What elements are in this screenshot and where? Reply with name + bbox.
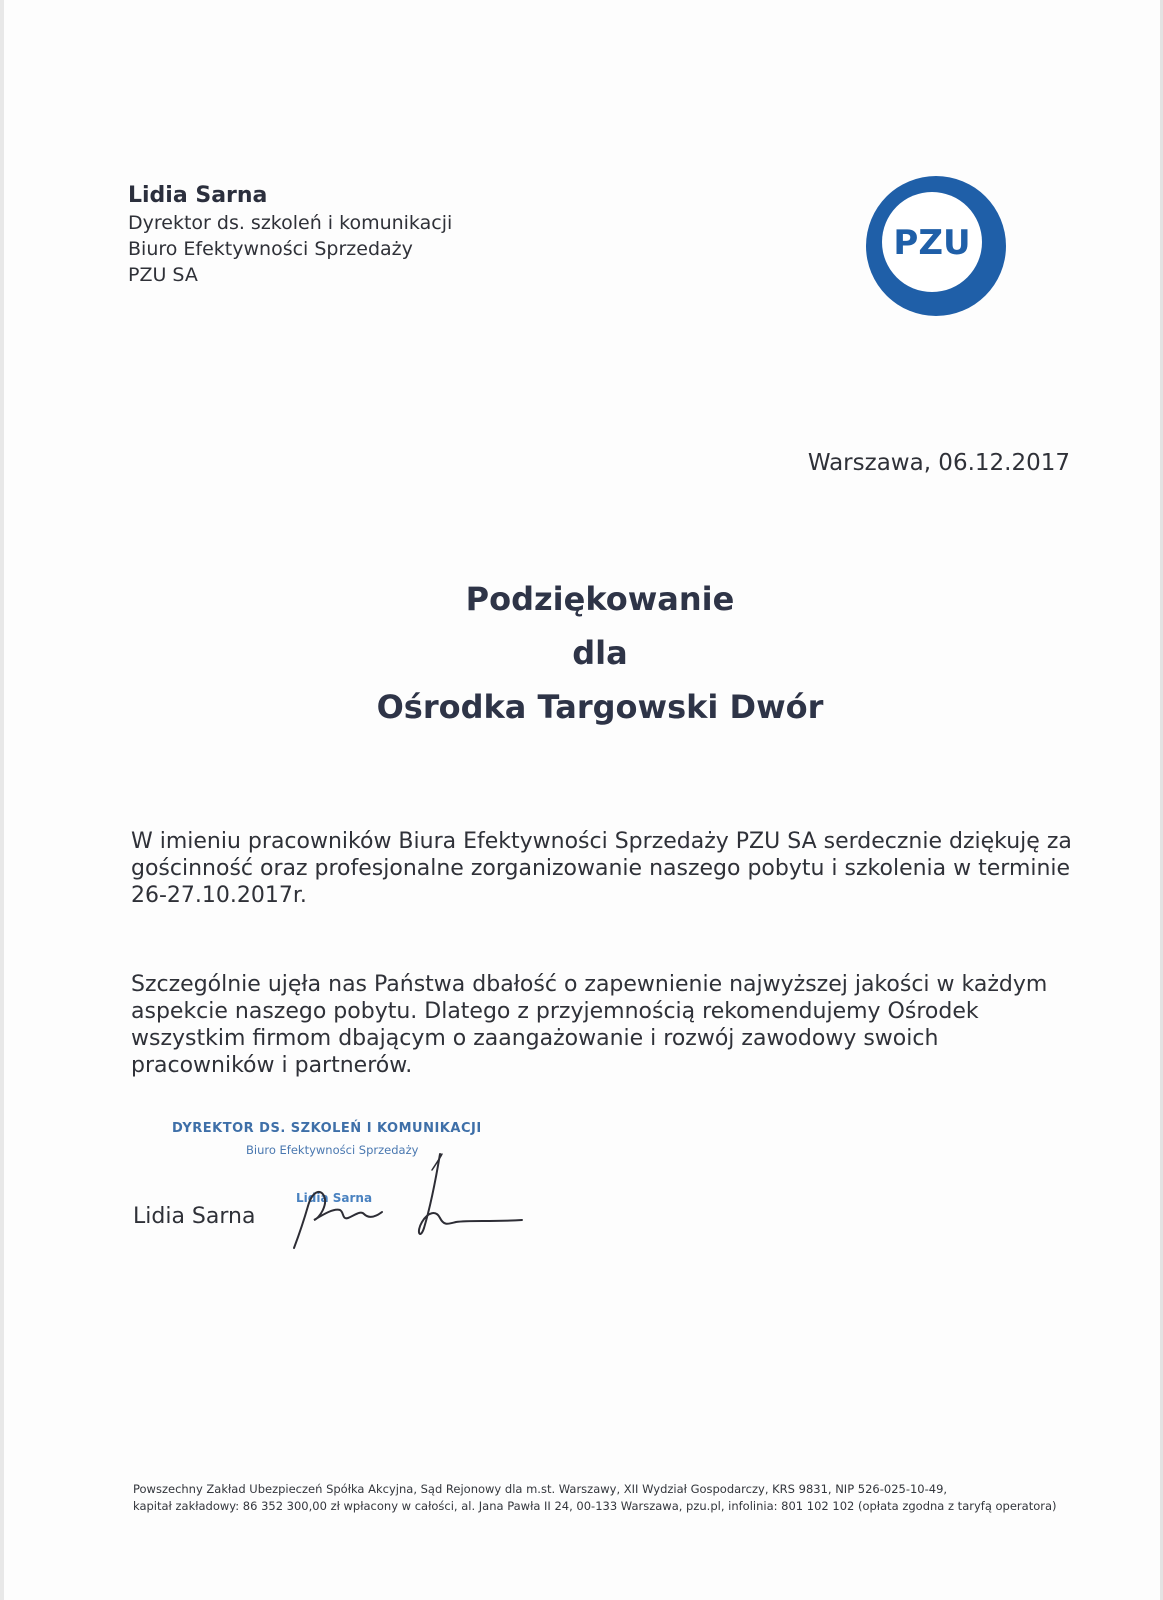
stamp-line-3: Lidia Sarna (296, 1191, 373, 1205)
scan-edge-left (0, 0, 4, 1600)
signer-name: Lidia Sarna (133, 1204, 256, 1229)
sender-company: PZU SA (128, 264, 198, 286)
title-line-2: dla (572, 634, 628, 672)
body-paragraph-2: Szczególnie ujęła nas Państwa dbałość o zapewnienie najwyższej jakości w każdym aspekcie naszego pobytu. Dlatego z przyjemnością rekomendujemy Ośrodek wszystkim firmom dbającym o zaangażowanie i rozwój zawodowy swoich pracowników i partnerów. (131, 972, 1048, 1078)
title-line-3: Ośrodka Targowski Dwór (376, 688, 824, 726)
stamp-line-2: Biuro Efektywności Sprzedaży (246, 1143, 419, 1157)
letter-date: Warszawa, 06.12.2017 (807, 450, 1070, 476)
stamp-line-1: DYREKTOR DS. SZKOLEŃ I KOMUNIKACJI (172, 1121, 482, 1136)
title-line-1: Podziękowanie (465, 580, 735, 618)
sender-name: Lidia Sarna (128, 183, 268, 208)
sender-title: Dyrektor ds. szkoleń i komunikacji (128, 212, 453, 234)
sender-block (128, 182, 548, 288)
logo-text: PZU (893, 223, 971, 263)
company-footer (133, 1481, 1093, 1515)
letter-title (300, 572, 900, 734)
pzu-logo-icon (862, 172, 1010, 320)
handwritten-signature-icon (290, 1148, 540, 1258)
body-paragraph-1: W imieniu pracowników Biura Efektywności Sprzedaży PZU SA serdecznie dziękuję za gościnność oraz profesjonalne zorganizowanie naszego pobytu i szkolenia w terminie 26-27.10.2017r. (131, 829, 1072, 908)
footer-line-1: Powszechny Zakład Ubezpieczeń Spółka Akcyjna, Sąd Rejonowy dla m.st. Warszawy, XII Wydział Gospodarczy, KRS 9831, NIP 526-025-10-49, (133, 1482, 948, 1496)
footer-line-2: kapitał zakładowy: 86 352 300,00 zł wpłacony w całości, al. Jana Pawła II 24, 00-133 Warszawa, pzu.pl, infolinia: 801 102 102 (opłata zgodna z taryfą operatora) (133, 1499, 1057, 1513)
sender-department: Biuro Efektywności Sprzedaży (128, 238, 413, 260)
